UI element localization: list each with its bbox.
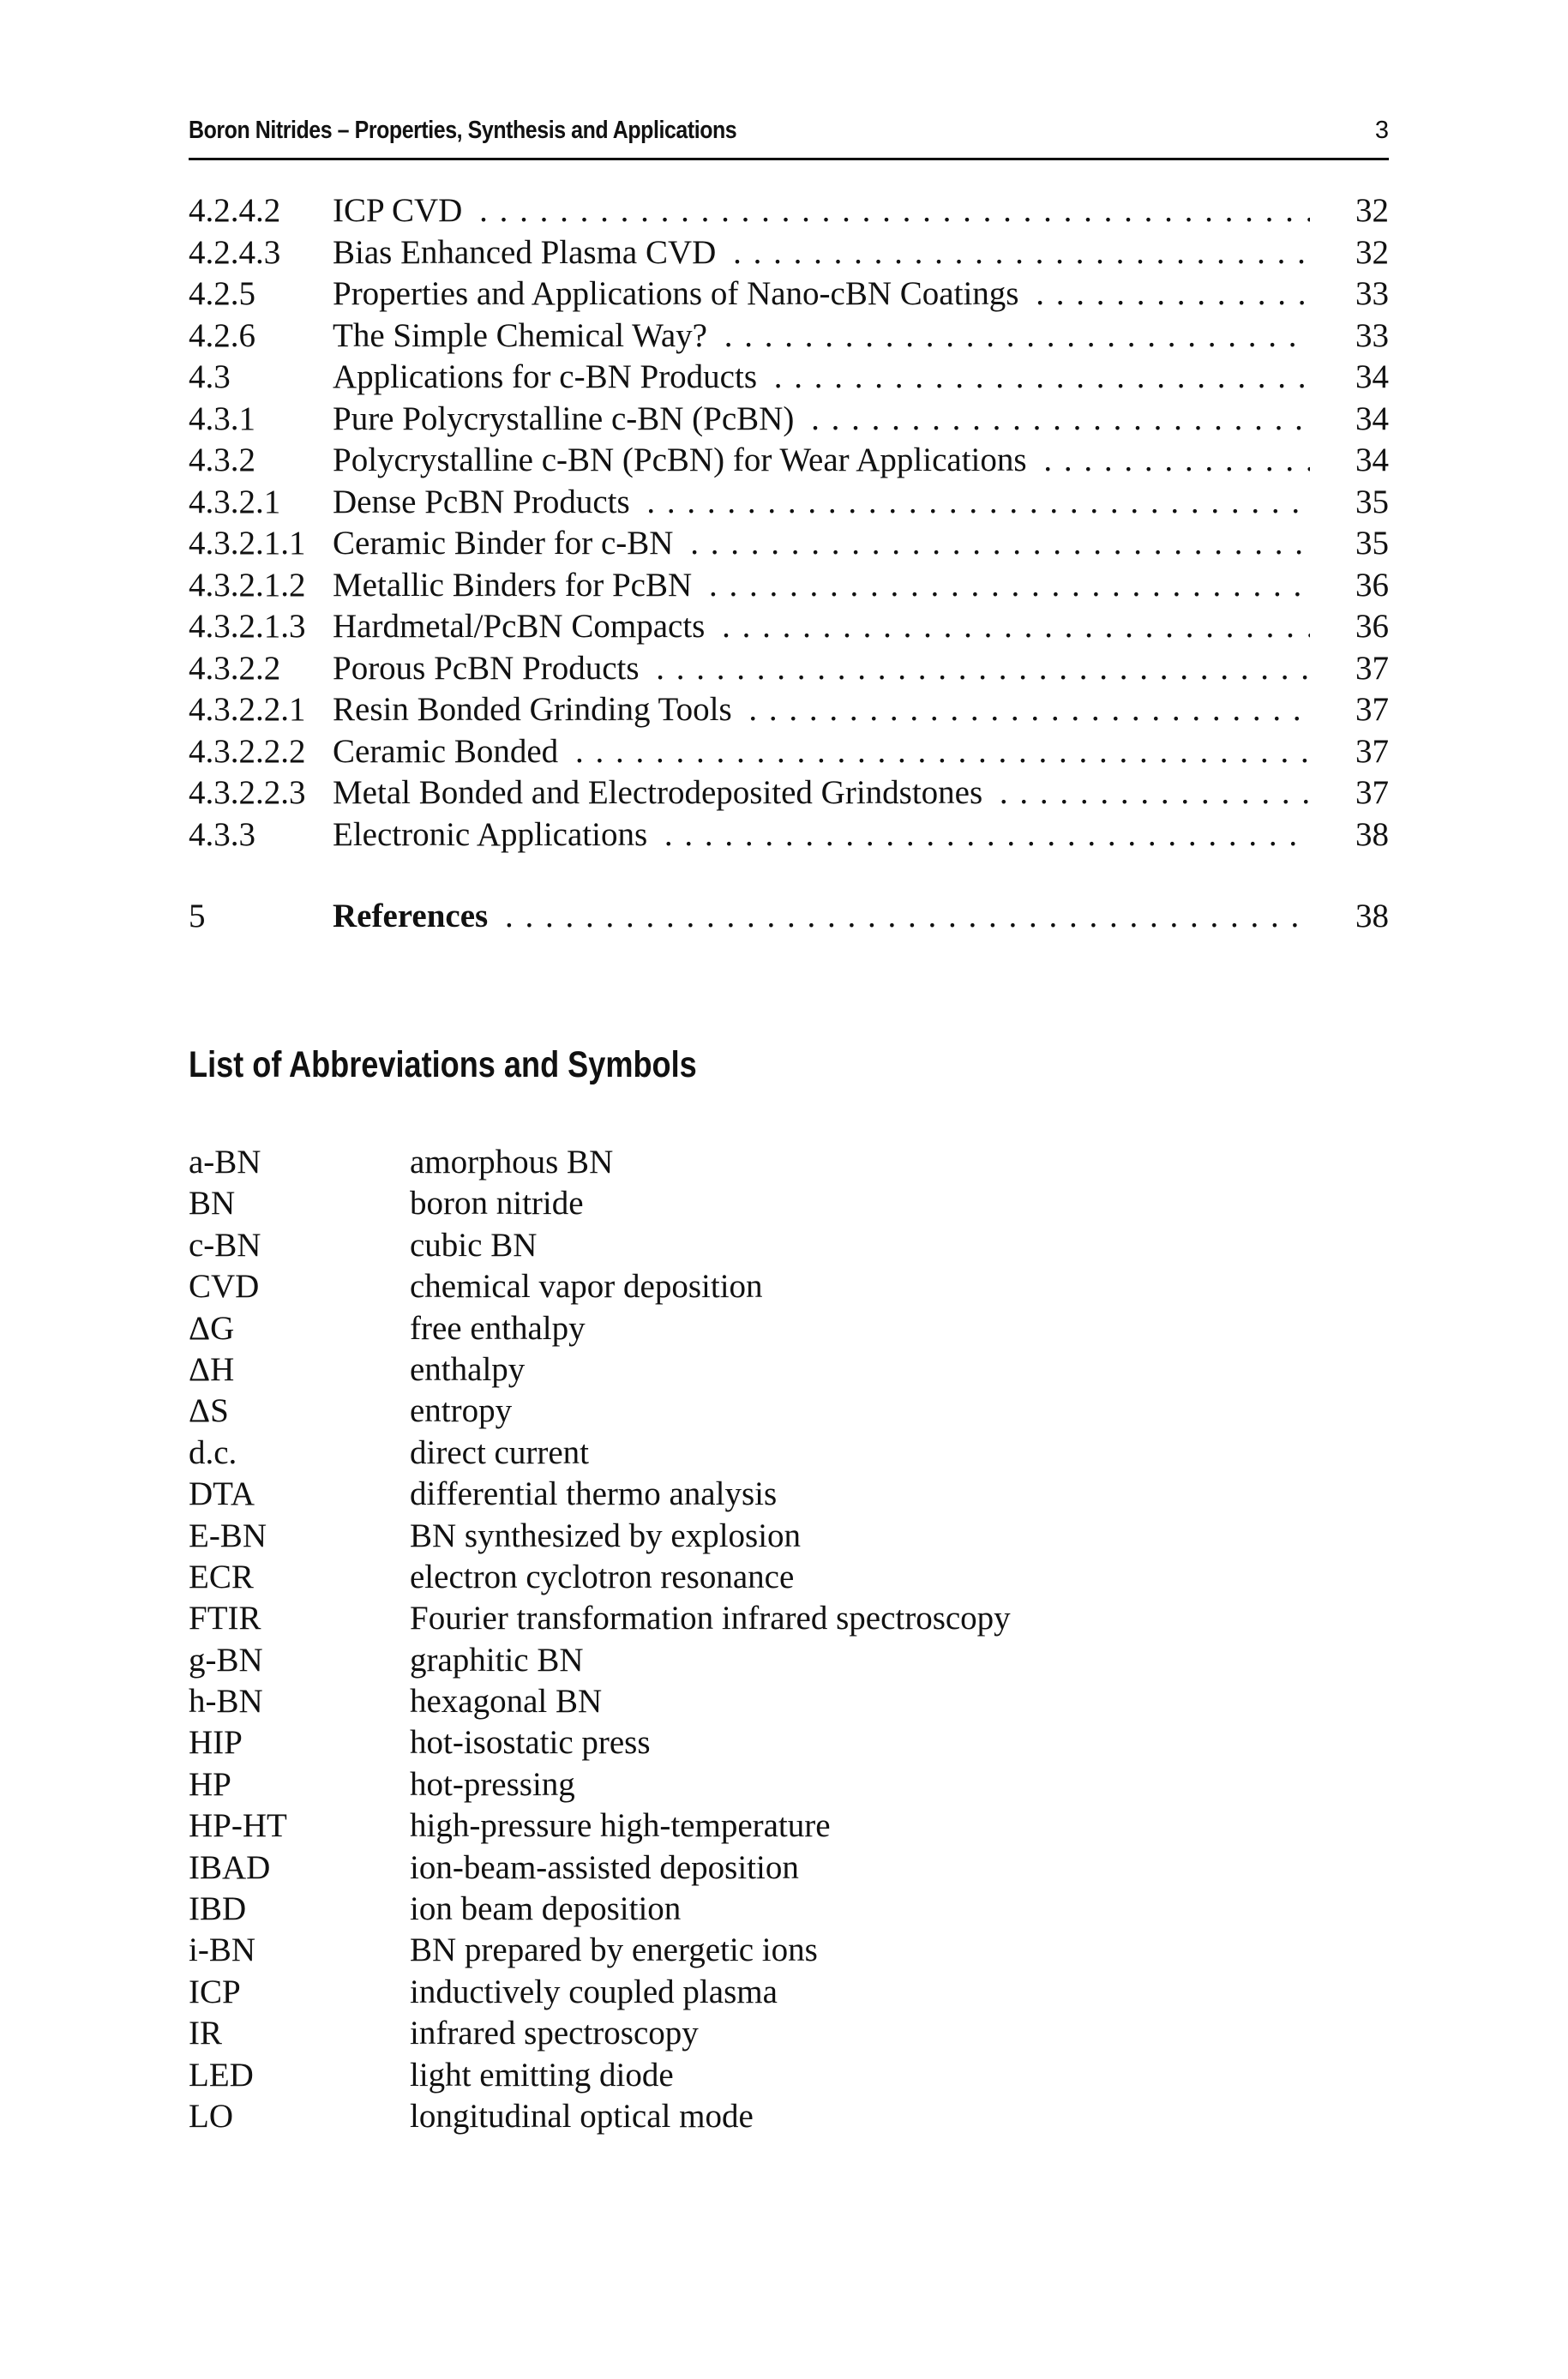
- abbreviation-row: [189, 1598, 1389, 1639]
- abbreviation-row: [189, 1474, 1389, 1515]
- abbreviation-term: HP-HT: [189, 1807, 287, 1845]
- toc-entry: [189, 273, 1389, 315]
- abbreviation-row: [189, 1349, 1389, 1391]
- abbreviation-definition: high-pressure high-temperature: [410, 1807, 831, 1845]
- abbreviation-term: ECR: [189, 1558, 254, 1595]
- toc-leader: [333, 689, 1310, 731]
- toc-section-number: 4.3.3: [189, 815, 255, 853]
- toc-section-title: Metal Bonded and Electrodeposited Grindstones: [333, 774, 989, 811]
- toc-section-number: 4.3.2.2.3: [189, 774, 306, 811]
- abbreviation-term: CVD: [189, 1268, 260, 1306]
- toc-leader: [333, 482, 1310, 524]
- toc-section-number: 4.3.2.2.1: [189, 691, 306, 728]
- toc-section-number: 4.3.1: [189, 400, 255, 437]
- toc-page-number: 38: [1355, 815, 1389, 853]
- toc-page-number: 34: [1355, 400, 1389, 437]
- toc-leader: [333, 190, 1310, 232]
- abbreviation-definition: differential thermo analysis: [410, 1475, 778, 1513]
- toc-page-number: 35: [1355, 525, 1389, 562]
- abbreviation-term: IBAD: [189, 1848, 271, 1886]
- toc-section-title: References: [333, 898, 495, 934]
- abbreviation-definition: free enthalpy: [410, 1309, 586, 1347]
- toc-entry: [189, 440, 1389, 482]
- abbreviation-term: d.c.: [189, 1433, 237, 1471]
- running-title: Boron Nitrides – Properties, Synthesis and Applications: [189, 117, 737, 144]
- toc-leader: [333, 814, 1310, 856]
- abbreviation-term: BN: [189, 1185, 236, 1223]
- toc-page-number: 32: [1355, 192, 1389, 229]
- toc-leader: [333, 731, 1310, 773]
- toc-section-title: Applications for c-BN Products: [333, 358, 764, 395]
- abbreviation-row: [189, 1516, 1389, 1557]
- toc-page-number: 38: [1355, 898, 1389, 934]
- abbreviation-term: c-BN: [189, 1226, 261, 1264]
- toc-section-title: Bias Enhanced Plasma CVD: [333, 234, 723, 271]
- toc-leader: [333, 357, 1310, 399]
- abbreviation-term: LO: [189, 2097, 233, 2135]
- toc-section-number: 4.3: [189, 358, 231, 395]
- toc-section-number: 5: [189, 898, 206, 934]
- abbreviation-definition: enthalpy: [410, 1350, 526, 1388]
- abbreviation-definition: BN synthesized by explosion: [410, 1517, 802, 1554]
- abbreviation-row: [189, 1930, 1389, 1971]
- toc-entry: [189, 772, 1389, 814]
- toc-entry-references: [189, 896, 1389, 938]
- toc-entry: [189, 648, 1389, 690]
- abbreviation-term: i-BN: [189, 1931, 255, 1969]
- abbreviation-definition: light emitting diode: [410, 2056, 674, 2094]
- abbreviation-row: [189, 1889, 1389, 1930]
- toc-page-number: 34: [1355, 358, 1389, 395]
- abbreviation-definition: infrared spectroscopy: [410, 2015, 699, 2052]
- toc-page-number: 37: [1355, 774, 1389, 811]
- toc-page-number: 35: [1355, 483, 1389, 520]
- toc-section-title: Pure Polycrystalline c-BN (PcBN): [333, 400, 801, 437]
- abbreviation-row: [189, 1805, 1389, 1847]
- abbreviation-definition: direct current: [410, 1433, 589, 1471]
- abbreviation-term: HIP: [189, 1724, 243, 1762]
- toc-leader: [333, 606, 1310, 648]
- toc-leader: [333, 772, 1310, 814]
- abbreviation-row: [189, 1225, 1389, 1266]
- toc-section-title: Polycrystalline c-BN (PcBN) for Wear Applications: [333, 442, 1034, 478]
- toc-section-title: Hardmetal/PcBN Compacts: [333, 608, 712, 645]
- toc-section-number: 4.3.2.2: [189, 649, 281, 687]
- abbreviation-row: [189, 1557, 1389, 1598]
- toc-section-title: Metallic Binders for PcBN: [333, 567, 699, 604]
- toc-leader: [333, 565, 1310, 607]
- abbreviation-definition: BN prepared by energetic ions: [410, 1931, 818, 1969]
- abbreviation-row: [189, 1266, 1389, 1307]
- toc-leader: [333, 232, 1310, 274]
- abbreviation-term: ICP: [189, 1973, 241, 2010]
- toc-section-number: 4.3.2.1.2: [189, 566, 306, 604]
- toc-section-title: Electronic Applications: [333, 816, 654, 853]
- abbreviation-row: [189, 1972, 1389, 2013]
- toc-leader: [333, 440, 1310, 482]
- toc-leader: [333, 315, 1310, 357]
- abbreviation-row: [189, 1722, 1389, 1763]
- toc-section-number: 4.3.2: [189, 442, 255, 478]
- abbreviation-term: ΔS: [189, 1392, 229, 1430]
- abbreviation-term: ΔG: [189, 1309, 235, 1347]
- toc-entry: [189, 731, 1389, 773]
- abbreviation-row: [189, 2013, 1389, 2054]
- toc-page-number: 36: [1355, 608, 1389, 645]
- abbreviation-row: [189, 1391, 1389, 1432]
- abbreviation-term: g-BN: [189, 1641, 263, 1679]
- abbreviations-list: [189, 1142, 1389, 2137]
- toc-section-number: 4.2.4.2: [189, 192, 281, 229]
- toc-page-number: 37: [1355, 691, 1389, 728]
- abbreviation-definition: hot-pressing: [410, 1765, 575, 1803]
- toc-entry: [189, 232, 1389, 274]
- toc-entry: [189, 357, 1389, 399]
- abbreviation-term: HP: [189, 1765, 231, 1803]
- abbreviation-definition: longitudinal optical mode: [410, 2097, 754, 2135]
- abbreviation-term: a-BN: [189, 1144, 261, 1180]
- abbreviation-definition: ion-beam-assisted deposition: [410, 1848, 799, 1886]
- abbreviation-definition: chemical vapor deposition: [410, 1268, 763, 1306]
- abbreviation-term: E-BN: [189, 1517, 267, 1554]
- abbreviation-definition: ion beam deposition: [410, 1890, 682, 1928]
- toc-section-number: 4.3.2.1.1: [189, 525, 306, 562]
- abbreviation-row: [189, 2096, 1389, 2137]
- abbreviation-definition: boron nitride: [410, 1185, 584, 1223]
- toc-entry: [189, 523, 1389, 565]
- toc-section-title: Ceramic Bonded: [333, 733, 565, 770]
- toc-page-number: 36: [1355, 566, 1389, 604]
- running-header: [189, 117, 1389, 160]
- abbreviation-definition: hot-isostatic press: [410, 1724, 651, 1762]
- abbreviation-term: DTA: [189, 1475, 255, 1513]
- toc-section-title: Porous PcBN Products: [333, 650, 646, 687]
- toc-leader: [333, 273, 1310, 315]
- toc-entry: [189, 190, 1389, 232]
- abbreviation-term: IBD: [189, 1890, 247, 1928]
- toc-section-title: Resin Bonded Grinding Tools: [333, 691, 739, 728]
- toc-page-number: 33: [1355, 275, 1389, 312]
- abbreviation-row: [189, 1183, 1389, 1224]
- abbreviation-row: [189, 1681, 1389, 1722]
- toc-section-title: Properties and Applications of Nano-cBN Coatings: [333, 275, 1025, 312]
- abbreviation-row: [189, 1640, 1389, 1681]
- toc-leader: [333, 648, 1310, 690]
- toc-entry: [189, 482, 1389, 524]
- toc-page-number: 37: [1355, 649, 1389, 687]
- abbreviation-row: [189, 1308, 1389, 1349]
- toc-section-number: 4.2.4.3: [189, 233, 281, 271]
- toc-leader: [333, 399, 1310, 441]
- abbreviation-definition: electron cyclotron resonance: [410, 1558, 795, 1595]
- toc-entry: [189, 814, 1389, 856]
- toc-leader: [333, 523, 1310, 565]
- abbreviation-term: ΔH: [189, 1350, 235, 1388]
- abbreviation-term: LED: [189, 2056, 254, 2094]
- page-number: 3: [1374, 117, 1389, 144]
- abbreviation-row: [189, 1433, 1389, 1474]
- toc-section-number: 4.2.5: [189, 275, 255, 312]
- toc-page-number: 32: [1355, 233, 1389, 271]
- book-page: [189, 0, 1389, 2379]
- abbreviation-definition: hexagonal BN: [410, 1683, 603, 1721]
- toc-section-number: 4.2.6: [189, 316, 255, 354]
- toc-section-title: Dense PcBN Products: [333, 484, 637, 520]
- toc-entry: [189, 689, 1389, 731]
- toc-page-number: 37: [1355, 732, 1389, 770]
- abbreviation-term: h-BN: [189, 1683, 263, 1721]
- toc-section-title: ICP CVD: [333, 192, 469, 229]
- abbreviation-definition: graphitic BN: [410, 1641, 584, 1679]
- abbreviation-row: [189, 2055, 1389, 2096]
- toc-section-title: Ceramic Binder for c-BN: [333, 525, 680, 562]
- abbreviation-row: [189, 1142, 1389, 1183]
- toc-section-number: 4.3.2.2.2: [189, 732, 306, 770]
- abbreviation-definition: entropy: [410, 1392, 513, 1430]
- abbreviation-row: [189, 1764, 1389, 1805]
- toc-section-number: 4.3.2.1: [189, 483, 281, 520]
- toc-section-title: The Simple Chemical Way?: [333, 317, 714, 354]
- toc-section-number: 4.3.2.1.3: [189, 608, 306, 645]
- abbreviation-definition: Fourier transformation infrared spectroscopy: [410, 1600, 1011, 1637]
- table-of-contents: [189, 190, 1389, 938]
- toc-page-number: 34: [1355, 442, 1389, 478]
- abbreviations-heading: List of Abbreviations and Symbols: [189, 1044, 697, 1085]
- toc-entry: [189, 399, 1389, 441]
- toc-page-number: 33: [1355, 316, 1389, 354]
- toc-leader: [333, 896, 1310, 938]
- abbreviation-definition: cubic BN: [410, 1226, 538, 1264]
- abbreviation-term: FTIR: [189, 1600, 261, 1637]
- toc-entry: [189, 565, 1389, 607]
- toc-entry: [189, 315, 1389, 357]
- abbreviation-row: [189, 1847, 1389, 1889]
- abbreviation-definition: amorphous BN: [410, 1144, 614, 1180]
- abbreviation-term: IR: [189, 2015, 222, 2052]
- abbreviation-definition: inductively coupled plasma: [410, 1973, 778, 2010]
- toc-entry: [189, 606, 1389, 648]
